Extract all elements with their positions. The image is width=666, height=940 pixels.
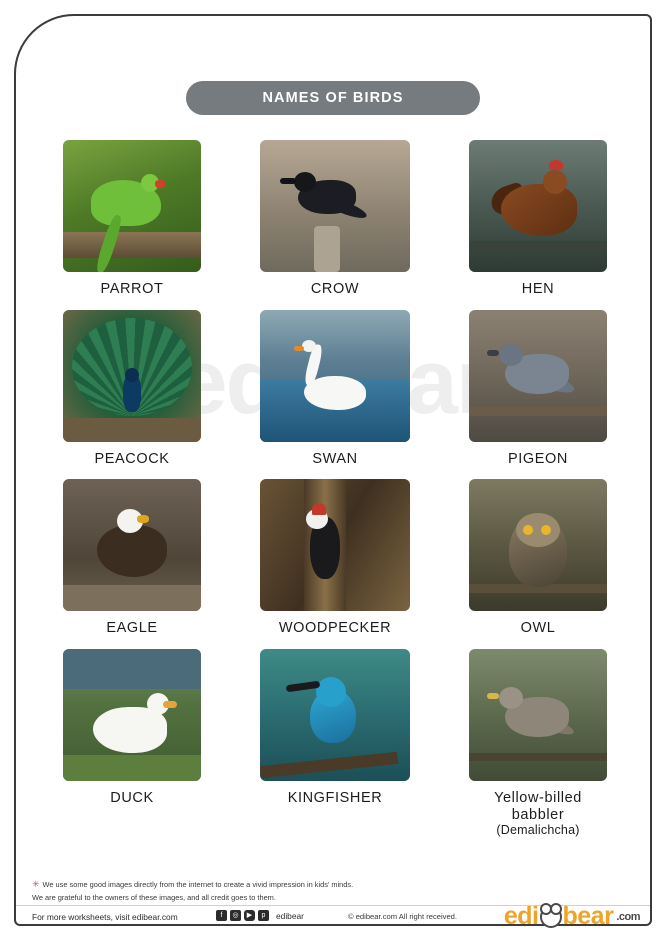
bird-label: PEACOCK <box>94 450 170 467</box>
logo-text-right: bear <box>562 902 614 930</box>
bird-card-kingfisher <box>257 649 413 838</box>
bird-label: HEN <box>521 281 555 297</box>
page-title <box>186 81 480 115</box>
swan-photo <box>260 310 410 442</box>
bird-row <box>62 140 608 298</box>
bird-label: PARROT <box>100 281 164 297</box>
bird-label: CROW <box>310 281 360 297</box>
credits-line-2: We are grateful to the owners of these images, and all credit goes to them. <box>32 892 276 902</box>
bird-label: EAGLE <box>106 620 158 637</box>
bird-card-hen <box>468 140 608 298</box>
copyright-text: © edibear.com All right received. <box>348 912 458 921</box>
social-handle: edibear <box>276 910 304 921</box>
asterisk-icon: ✳ <box>32 879 40 889</box>
bird-card-owl <box>468 479 608 637</box>
bird-card-peacock <box>62 310 202 468</box>
youtube-icon[interactable]: ▶ <box>244 910 255 921</box>
bird-card-swan <box>257 310 413 468</box>
pinterest-icon[interactable]: p <box>258 910 269 921</box>
peacock-photo <box>63 310 201 442</box>
bird-card-woodpecker <box>257 479 413 637</box>
logo-dotcom: .com <box>616 910 640 923</box>
woodpecker-photo <box>260 479 410 611</box>
bird-label: DUCK <box>110 790 154 807</box>
pigeon-photo <box>469 310 607 442</box>
kingfisher-photo <box>260 649 410 781</box>
bird-label: WOODPECKER <box>278 620 392 637</box>
page-title-text: NAMES OF BIRDS <box>262 90 404 106</box>
worksheets-link[interactable]: For more worksheets, visit edibear.com <box>32 912 178 922</box>
bird-row <box>62 649 608 838</box>
hen-photo <box>469 140 607 272</box>
bird-sublabel: (Demalichcha) <box>496 823 580 838</box>
bird-row <box>62 479 608 637</box>
bird-label: KINGFISHER <box>287 790 383 807</box>
duck-photo <box>63 649 201 781</box>
bird-label-text: Yellow-billed babbler <box>494 790 582 823</box>
bird-row <box>62 310 608 468</box>
bird-card-duck <box>62 649 202 838</box>
owl-photo <box>469 479 607 611</box>
credits-line-1: We use some good images directly from the internet to create a vivid impression in kids' minds. <box>42 880 354 889</box>
instagram-icon[interactable]: ◎ <box>230 910 241 921</box>
bird-label <box>468 790 608 838</box>
bird-label: OWL <box>520 620 556 637</box>
bear-head-icon <box>540 906 562 928</box>
bird-card-parrot <box>62 140 202 298</box>
facebook-icon[interactable]: f <box>216 910 227 921</box>
bird-card-eagle <box>62 479 202 637</box>
logo-text-left: edi <box>503 902 539 930</box>
crow-photo <box>260 140 410 272</box>
babbler-photo <box>469 649 607 781</box>
bird-grid <box>62 140 608 850</box>
credits-note <box>32 878 432 903</box>
bird-label: SWAN <box>312 450 358 467</box>
parrot-photo <box>63 140 201 272</box>
bird-label: PIGEON <box>508 450 568 467</box>
edibear-logo <box>504 902 640 931</box>
bird-card-pigeon <box>468 310 608 468</box>
social-links[interactable] <box>216 910 304 921</box>
eagle-photo <box>63 479 201 611</box>
bird-card-crow <box>257 140 413 298</box>
bird-card-babbler <box>468 649 608 838</box>
